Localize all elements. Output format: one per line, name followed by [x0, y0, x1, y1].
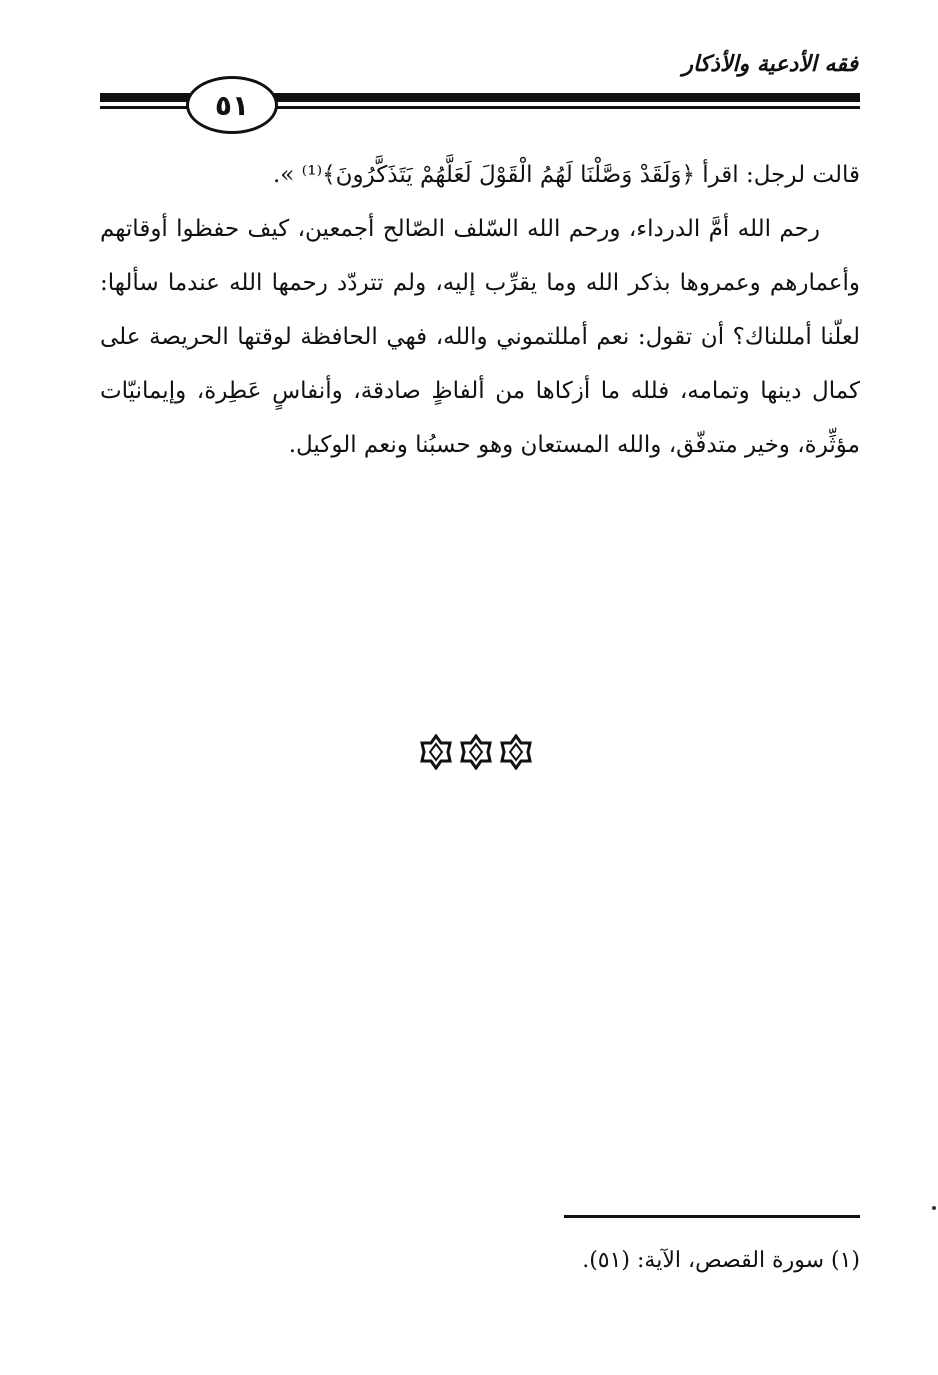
body-text	[100, 148, 860, 472]
paragraph-quote: قالت لرجل: اقرأ ﴿وَلَقَدْ وَصَّلْنَا لَهُمُ الْقَوْلَ لَعَلَّهُمْ يَتَذَكَّرُونَ﴾⁽¹⁾ ».	[272, 162, 860, 188]
page-number: ٥١	[186, 76, 278, 134]
section-divider-ornaments	[418, 734, 538, 774]
ornament-star-icon	[498, 734, 534, 770]
paragraph-main: رحم الله أمَّ الدرداء، ورحم الله السّلف الصّالح أجمعين، كيف حفظوا أوقاتهم وأعمارهم وعمروها بذكر الله وما يقرِّب إليه، ولم تتردّد رحمها الله عندما سألها: لعلّنا أمللناك؟ أن تقول: نعم أمللتموني والله، فهي الحافظة لوقتها الحريصة على كمال دينها وتمامه، فلله ما أزكاها من ألفاظٍ صادقة، وأنفاسٍ عَطِرة، وإيمانيّات مؤثِّرة، وخير متدفّق، والله المستعان وهو حسبُنا ونعم الوكيل.	[100, 216, 860, 458]
scan-speck	[932, 1206, 936, 1210]
footnote: (١) سورة القصص، الآية: (٥١).	[582, 1248, 860, 1273]
running-header-title: فقه الأدعية والأذكار	[682, 52, 858, 77]
ornament-star-icon	[418, 734, 454, 770]
ornament-star-icon	[458, 734, 494, 770]
footnote-separator	[564, 1215, 860, 1218]
